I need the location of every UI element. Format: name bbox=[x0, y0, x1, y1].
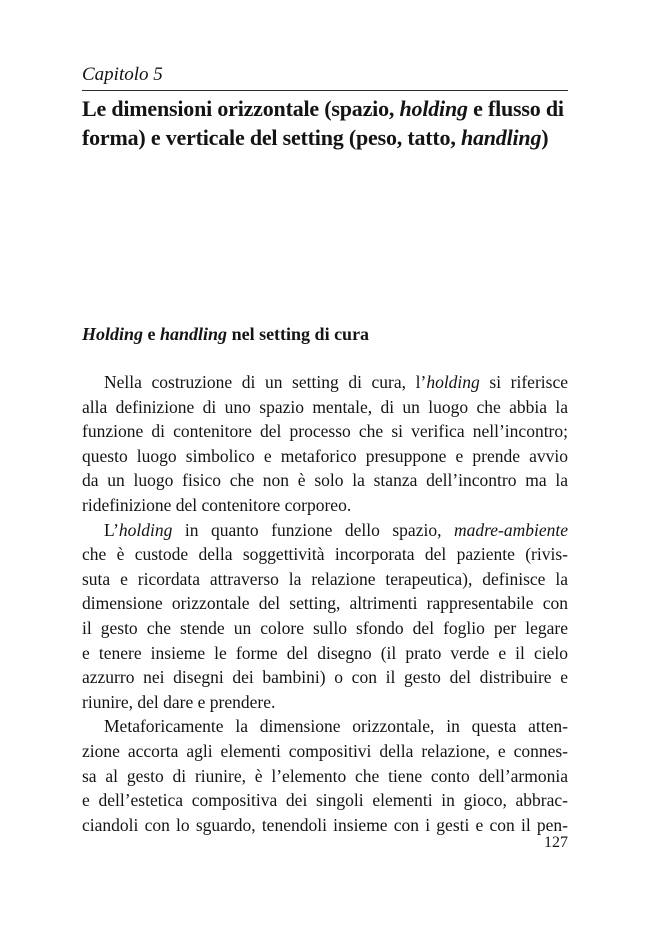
header-rule bbox=[82, 90, 568, 91]
paragraph-1 bbox=[82, 370, 568, 518]
text-line: ridefinizione del contenitore corporeo. bbox=[82, 494, 352, 515]
text-line: che è custode della soggettività incorporata del paziente (rivis- bbox=[82, 544, 568, 565]
text-line: alla definizione di uno spazio mentale, di un luogo che abbia la bbox=[82, 396, 568, 417]
text-line: Nella costruzione di un setting di cura, l’holding si riferisce bbox=[104, 372, 568, 392]
text-line: riunire, del dare e prendere. bbox=[82, 691, 276, 712]
text-line: il gesto che stende un colore sullo sfondo del foglio per legare bbox=[82, 617, 568, 638]
text-line: questo luogo simbolico e metaforico presuppone e prende avvio bbox=[82, 445, 568, 466]
page-number: 127 bbox=[544, 834, 568, 851]
text-line: sa al gesto di riunire, è l’elemento che tiene conto dell’armonia bbox=[82, 765, 568, 786]
paragraph-3 bbox=[82, 714, 568, 837]
chapter-title-line-2: forma) e verticale del setting (peso, tatto, handling) bbox=[82, 125, 549, 150]
text-line: e dell’estetica compositiva dei singoli elementi in gioco, abbrac- bbox=[82, 790, 568, 811]
text-line: L’holding in quanto funzione dello spazio, madre-ambiente bbox=[104, 519, 568, 540]
chapter-title bbox=[82, 94, 582, 152]
paragraph-2 bbox=[82, 518, 568, 715]
text-line: suta e ricordata attraverso la relazione terapeutica), definisce la bbox=[82, 568, 568, 589]
text-line: azzurro nei disegni dei bambini) o con il gesto del distribuire e bbox=[82, 667, 568, 688]
text-line: zione accorta agli elementi compositivi della relazione, e connes- bbox=[82, 740, 568, 761]
chapter-title-line-1: Le dimensioni orizzontale (spazio, holding e flusso di bbox=[82, 96, 564, 121]
text-line: da un luogo fisico che non è solo la stanza dell’incontro ma la bbox=[82, 470, 568, 491]
chapter-label: Capitolo 5 bbox=[82, 64, 163, 85]
text-line: Metaforicamente la dimensione orizzontale, in questa atten- bbox=[104, 716, 568, 737]
text-line: ciandoli con lo sguardo, tenendoli insieme con i gesti e con il pen- bbox=[82, 814, 568, 835]
body-text bbox=[82, 370, 568, 837]
text-line: funzione di contenitore del processo che si verifica nell’incontro; bbox=[82, 421, 568, 442]
text-line: e tenere insieme le forme del disegno (il prato verde e il cielo bbox=[82, 642, 568, 663]
text-line: dimensione orizzontale del setting, altrimenti rappresentabile con bbox=[82, 593, 568, 614]
section-heading: Holding e handling nel setting di cura bbox=[82, 324, 370, 344]
